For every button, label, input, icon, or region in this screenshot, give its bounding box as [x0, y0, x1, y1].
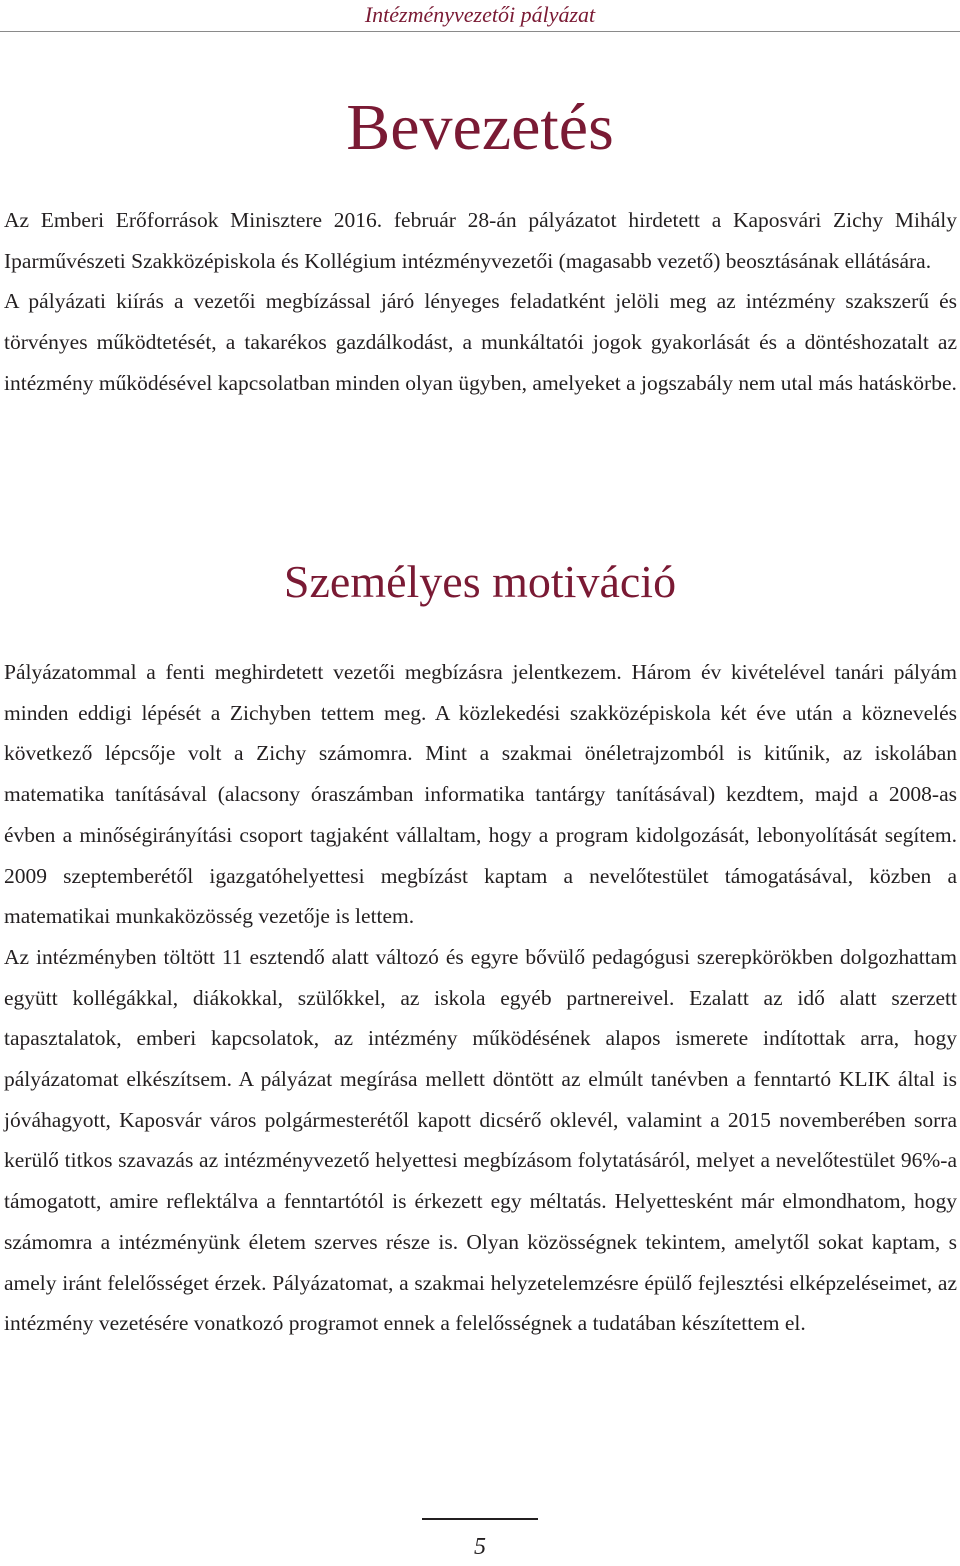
running-header-title: Intézményvezetői pályázat: [364, 2, 596, 27]
paragraph: Az Emberi Erőforrások Minisztere 2016. február 28-án pályázatot hirdetett a Kaposvári Zichy Mihály Iparművészeti Szakközépiskola és Kollégium intézményvezetői (magasabb vezető) beosztásának ellátására.: [4, 208, 957, 273]
paragraph: Pályázatommal a fenti meghirdetett vezetői megbízásra jelentkezem. Három év kivételével tanári pályám minden eddigi lépését a Zichyben tettem meg. A közlekedési szakközépiskola két éve után a köznevelés következő lépcsője volt a Zichy számomra. Mint a szakmai önéletrajzomból is kitűnik, az iskolában matematika tanításával (alacsony óraszámban informatika tantárgy tanításával) kezdtem, majd a 2008-as évben a minőségirányítási csoport tagjaként vállaltam, hogy a program kidolgozását, lebonyolítását segítem. 2009 szeptemberétől igazgatóhelyettesi megbízást kaptam a nevelőtestület támogatásával, közben a matematikai munkaközösség vezetője is lettem.: [4, 660, 957, 929]
motivation-section-body: [4, 652, 957, 1344]
running-header: [0, 0, 960, 32]
section-title-bevezetes: Bevezetés: [346, 91, 614, 164]
intro-section-body: [4, 200, 957, 404]
paragraph: Az intézményben töltött 11 esztendő alatt változó és egyre bővülő pedagógusi szerepkörökben dolgozhattam együtt kollégákkal, diákokkal, szülőkkel, az iskola egyéb partnereivel. Ezalatt az idő alatt szerzett tapasztalatok, emberi kapcsolatok, az intézmény működésének alapos ismerete indítottak arra, hogy pályázatomat elkészítsem. A pályázat megírása mellett döntött az elmúlt tanévben a fenntartó KLIK által is jóváhagyott, Kaposvár város polgármesterétől kapott dicsérő oklevél, valamint a 2015 novemberében sorra kerülő titkos szavazás az intézményvezető helyettesi megbízásom folytatásáról, melyet a nevelőtestület 96%-a támogatott, amire reflektálva a fenntartótól is érkezett egy méltatás. Helyettesként már elmondhatom, hogy számomra a intézményünk életem szerves része is. Olyan közösségnek tekintem, amelytől sokat kaptam, s amely iránt felelősséget érzek. Pályázatomat, a szakmai helyzetelemzésre épülő fejlesztési elképzeléseimet, az intézmény vezetésére vonatkozó programot ennek a felelősségnek a tudatában készítettem el.: [4, 944, 957, 1336]
paragraph: A pályázati kiírás a vezetői megbízással járó lényeges feladatként jelöli meg az intézmény szakszerű és törvényes működtetését, a takarékos gazdálkodást, a munkáltatói jogok gyakorlását és a döntéshozatalt az intézmény működésével kapcsolatban minden olyan ügyben, amelyeket a jogszabály nem utal más hatáskörbe.: [4, 289, 957, 395]
page-number: 5: [474, 1534, 486, 1560]
section-title-szemelyes-motivacio: Személyes motiváció: [283, 556, 677, 607]
footer-rule: [422, 1518, 538, 1520]
